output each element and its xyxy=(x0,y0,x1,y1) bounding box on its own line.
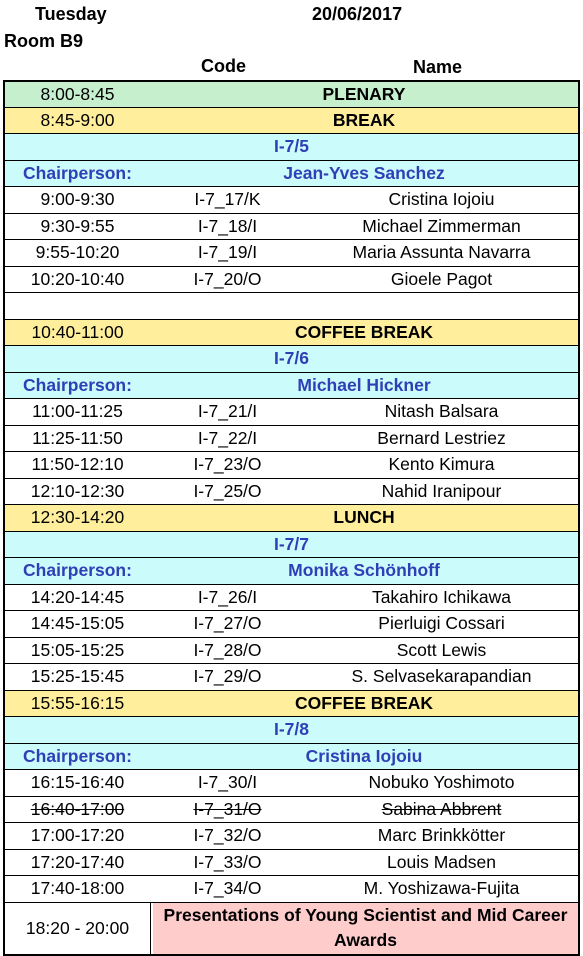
code-cell: I-7_18/I xyxy=(197,215,258,236)
talk-row xyxy=(5,186,578,213)
code-cell: I-7_34/O xyxy=(193,878,262,899)
time-cell: 12:10-12:30 xyxy=(30,480,125,501)
speaker-name: Pierluigi Cossari xyxy=(378,613,505,634)
awards-row xyxy=(5,902,578,956)
speaker-name: Sabina Abbrent xyxy=(381,798,502,819)
session-header-row xyxy=(5,531,578,558)
time-cell: 15:25-15:45 xyxy=(30,666,125,687)
talk-row xyxy=(5,478,578,505)
code-cell: I-7_23/O xyxy=(193,454,262,475)
talk-row xyxy=(5,610,578,637)
break-label: COFFEE BREAK xyxy=(294,321,434,342)
session-header-row xyxy=(5,345,578,372)
talk-row xyxy=(5,213,578,240)
chairperson-label: Chairperson: xyxy=(23,560,132,581)
code-cell: I-7_28/O xyxy=(193,639,262,660)
time-cell: 9:00-9:30 xyxy=(40,189,115,210)
session-code: I-7/7 xyxy=(273,533,310,554)
speaker-name: Michael Zimmerman xyxy=(362,215,521,236)
speaker-name: Maria Assunta Navarra xyxy=(352,242,531,263)
time-cell: 11:25-11:50 xyxy=(32,427,123,448)
chairperson-label: Chairperson: xyxy=(23,162,132,183)
chairperson-label: Chairperson: xyxy=(23,745,132,766)
speaker-name: Takahiro Ichikawa xyxy=(371,586,512,607)
time-cell: 17:00-17:20 xyxy=(30,825,125,846)
talk-row xyxy=(5,637,578,664)
time-cell: 15:05-15:25 xyxy=(30,639,125,660)
code-cell: I-7_30/I xyxy=(197,772,258,793)
speaker-name: Scott Lewis xyxy=(396,639,487,660)
code-cell: I-7_32/O xyxy=(193,825,262,846)
awards-label: Presentations of Young Scientist and Mid Career Awards xyxy=(153,903,578,954)
speaker-name: Louis Madsen xyxy=(387,851,496,872)
code-cell: I-7_33/O xyxy=(193,851,262,872)
code-cell: I-7_19/I xyxy=(197,242,258,263)
schedule-break-row xyxy=(5,80,578,107)
speaker-name: Nitash Balsara xyxy=(384,401,499,422)
time-cell: 16:15-16:40 xyxy=(30,772,125,793)
break-label: PLENARY xyxy=(322,83,406,104)
code-cell: I-7_29/O xyxy=(193,666,262,687)
code-cell: I-7_27/O xyxy=(193,613,262,634)
chairperson-name: Monika Schönhoff xyxy=(288,560,440,581)
talk-row xyxy=(5,849,578,876)
session-header-row xyxy=(5,716,578,743)
speaker-name: M. Yoshizawa-Fujita xyxy=(363,878,520,899)
talk-row xyxy=(5,796,578,823)
talk-row xyxy=(5,266,578,293)
room-label: Room B9 xyxy=(4,31,84,51)
date-label: 20/06/2017 xyxy=(312,4,403,24)
time-cell: 9:55-10:20 xyxy=(35,242,120,263)
code-cell: I-7_22/I xyxy=(197,427,258,448)
time-cell: 18:20 - 20:00 xyxy=(5,903,151,954)
code-column-header: Code xyxy=(201,56,246,76)
schedule-table xyxy=(3,80,580,956)
session-header-row xyxy=(5,133,578,160)
time-cell: 17:40-18:00 xyxy=(30,878,125,899)
speaker-name: Gioele Pagot xyxy=(390,268,493,289)
schedule-break-row xyxy=(5,319,578,346)
name-column-header: Name xyxy=(413,57,463,77)
time-cell: 15:55-16:15 xyxy=(30,692,125,713)
code-cell: I-7_25/O xyxy=(193,480,262,501)
speaker-name: Marc Brinkkötter xyxy=(377,825,506,846)
speaker-name: Bernard Lestriez xyxy=(377,427,506,448)
time-cell: 10:20-10:40 xyxy=(30,268,125,289)
chairperson-label: Chairperson: xyxy=(23,374,132,395)
time-cell: 10:40-11:00 xyxy=(31,321,124,342)
chairperson-name: Jean-Yves Sanchez xyxy=(283,162,445,183)
break-label: BREAK xyxy=(332,109,396,130)
session-code: I-7/6 xyxy=(273,348,310,369)
blank-row xyxy=(5,292,578,319)
session-code: I-7/5 xyxy=(273,136,310,157)
speaker-name: Nobuko Yoshimoto xyxy=(368,772,515,793)
code-cell: I-7_21/I xyxy=(197,401,258,422)
talk-row xyxy=(5,822,578,849)
talk-row xyxy=(5,875,578,902)
chairperson-row xyxy=(5,160,578,187)
time-cell: 16:40-17:00 xyxy=(30,798,125,819)
talk-row xyxy=(5,398,578,425)
speaker-name: Cristina Iojoiu xyxy=(388,189,495,210)
schedule-break-row xyxy=(5,690,578,717)
talk-row xyxy=(5,663,578,690)
speaker-name: Kento Kimura xyxy=(388,454,495,475)
chairperson-name: Cristina Iojoiu xyxy=(305,745,423,766)
schedule-break-row xyxy=(5,504,578,531)
time-cell: 12:30-14:20 xyxy=(30,507,125,528)
chairperson-row xyxy=(5,557,578,584)
break-label: LUNCH xyxy=(333,507,395,528)
time-cell: 8:00-8:45 xyxy=(40,83,115,104)
talk-row xyxy=(5,769,578,796)
speaker-name: Nahid Iranipour xyxy=(381,480,502,501)
time-cell: 8:45-9:00 xyxy=(40,109,115,130)
talk-row xyxy=(5,451,578,478)
time-cell: 14:20-14:45 xyxy=(30,586,125,607)
time-cell: 11:50-12:10 xyxy=(31,454,124,475)
chairperson-row xyxy=(5,372,578,399)
schedule-break-row xyxy=(5,107,578,134)
time-cell: 14:45-15:05 xyxy=(30,613,125,634)
code-cell: I-7_17/K xyxy=(194,189,261,210)
code-cell: I-7_31/O xyxy=(193,798,262,819)
chairperson-name: Michael Hickner xyxy=(297,374,431,395)
session-code: I-7/8 xyxy=(273,719,310,740)
time-cell: 17:20-17:40 xyxy=(30,851,125,872)
time-cell: 9:30-9:55 xyxy=(40,215,115,236)
talk-row xyxy=(5,584,578,611)
talk-row xyxy=(5,425,578,452)
code-cell: I-7_20/O xyxy=(193,268,262,289)
chairperson-row xyxy=(5,743,578,770)
day-label: Tuesday xyxy=(35,4,107,24)
speaker-name: S. Selvasekarapandian xyxy=(351,666,532,687)
time-cell: 11:00-11:25 xyxy=(32,401,123,422)
code-cell: I-7_26/I xyxy=(197,586,258,607)
break-label: COFFEE BREAK xyxy=(294,692,434,713)
talk-row xyxy=(5,239,578,266)
